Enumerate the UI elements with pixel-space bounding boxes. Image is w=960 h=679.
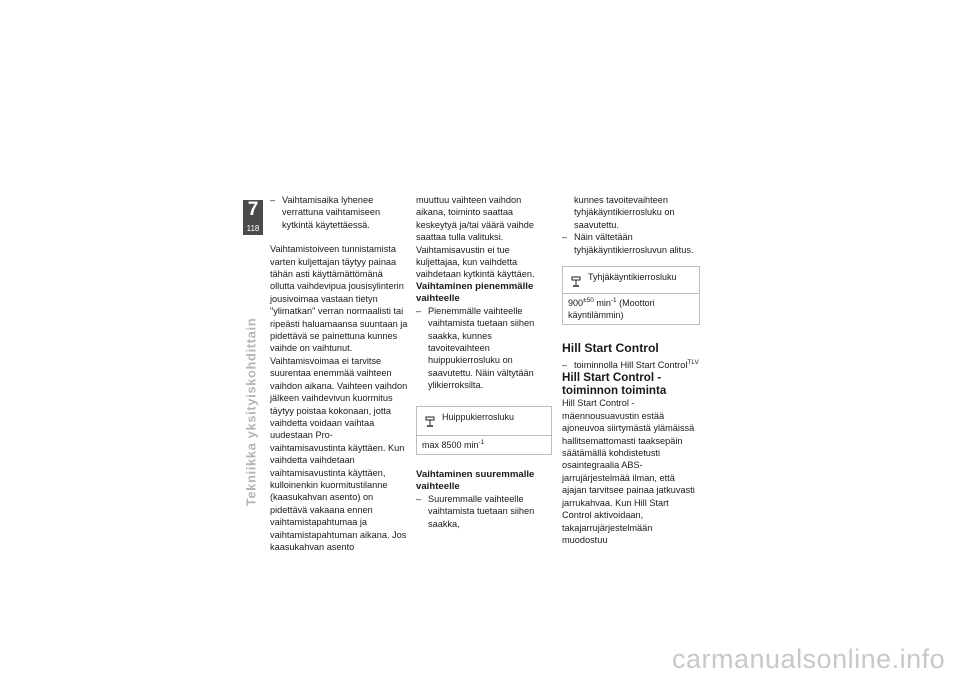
column-3 — [562, 194, 700, 546]
spec-unit: min — [593, 298, 611, 309]
section-heading: Hill Start Control -toiminnon toiminta — [562, 371, 667, 398]
tachometer-icon — [571, 276, 581, 288]
spec-tolerance: ±50 — [583, 297, 594, 305]
spec-box — [416, 406, 552, 455]
list-item: – Näin vältetään tyhjäkäyntikierrosluvun alitus. — [562, 231, 700, 256]
paragraph: Vaihtamistoiveen tunnistamista varten kuljettajan täytyy painaa tähän asti käyttämättömänä ollutta vaihdevipua jousisylinterin jousivoimaa vastaan tietyn "ylimatkan" verran normaalisti tai ripeästi haluamaansa suuntaan ja pidettävä se painettuna kunnes vaihde on vaihtunut. Vaihtamisvoimaa ei tarvitse suurentaa enemmää vaihteen vaihdon aikana. Vaihteen vaihdon jälkeen vaihdevivun kuormitus täytyy poistaa kokonaan, jotta vaihdetta voidaan vaihtaa uudestaan Pro-vaihtamisavustinta käyttäen. Kun vaihdetta vaihdetaan vaihtamisavustinta käyttäen, kulloinenkin kuormitustilanne (kaasukahvan asento) on pidettävä vakaana ennen vaihtamistapahtumaa ja vaihtamistapahtuman aikana. Jos kaasukahvan asento — [270, 244, 408, 552]
list-item: – Pienemmälle vaihteelle vaihtamista tuetaan siihen saakka, kunnes tavoitevaihteen huippukierrosluku on saavutettu. Näin vältytään ylikierroksilta. — [416, 305, 552, 392]
paragraph: muuttuu vaihteen vaihdon aikana, toiminto saattaa keskeytyä ja/tai väärä vaihde saattaa tulla valituksi. Vaihtamisavustin ei tue kuljettajaa, kun vaihdetta vaihdetaan kytkintä käyttäen. — [416, 195, 535, 280]
section-heading: Vaihtaminen suuremmalle vaihteelle — [416, 468, 535, 492]
spec-note: (Moottori käyntilämmin) — [568, 298, 655, 321]
column-1 — [270, 194, 408, 553]
chapter-title: Tekniikka yksityiskohdittain — [243, 317, 259, 507]
spec-value: max 8500 min — [422, 439, 479, 450]
section-heading: Hill Start Control — [562, 341, 659, 356]
list-item: – Suuremmalle vaihteelle vaihtamista tuetaan siihen saakka, — [416, 493, 552, 530]
tachometer-icon — [425, 416, 435, 428]
spec-title: Tyhjäkäyntikierrosluku — [588, 272, 677, 283]
option-marker: TLV — [687, 358, 699, 366]
watermark: carmanualsonline.info — [672, 644, 946, 674]
paragraph: Hill Start Control -mäennousuavustin estää ajoneuvoa siirtymästä ylämäissä hallitsemattomasti taaksepäin säätämällä kohdistetusti osaintegraalia ABS-jarrujärjestelmää ilman, että ajajan tarvitsee painaa jatkuvasti jarrukahvaa. Kun Hill Start Control aktivoidaan, takajarrujärjestelmään muodostuu — [562, 398, 695, 545]
list-item-continued: kunnes tavoitevaihteen tyhjäkäyntikierrosluku on saavutettu. — [574, 195, 675, 230]
chapter-number: 7 — [247, 199, 259, 220]
spec-unit-exponent: -1 — [478, 438, 485, 446]
spec-title: Huippukierrosluku — [442, 411, 515, 422]
column-2 — [416, 194, 552, 530]
list-item — [562, 359, 700, 371]
spec-value: 900 — [568, 298, 584, 309]
list-item: – Vaihtamisaika lyhenee verrattuna vaihtamiseen kytkintä käytettäessä. — [270, 194, 408, 231]
list-item-text: toiminnolla Hill Start Control — [574, 360, 688, 371]
section-heading: Vaihtaminen pienemmälle vaihteelle — [416, 280, 534, 304]
spec-box — [562, 266, 700, 325]
spec-unit-exponent: -1 — [610, 297, 617, 305]
page-number: 118 — [246, 224, 260, 233]
